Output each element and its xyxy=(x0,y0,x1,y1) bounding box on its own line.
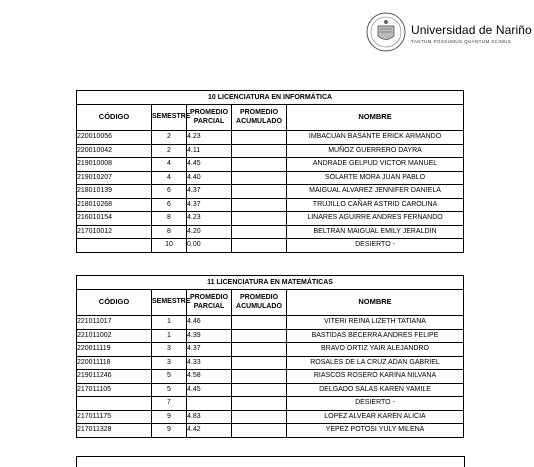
cell-nombre: BRAVO ORTIZ YAIR ALEJANDRO xyxy=(287,343,464,357)
cell-codigo: 220011119 xyxy=(77,343,152,357)
column-header-codigo: CÓDIGO xyxy=(77,290,152,316)
cell-nombre: IMBACUAN BASANTE ERICK ARMANDO xyxy=(287,131,464,145)
cell-nombre: RIASCOS ROSERO KARINA NILVANA xyxy=(287,370,464,384)
table-row xyxy=(77,239,464,253)
cell-acumulado xyxy=(232,383,287,397)
cell-codigo: 217010012 xyxy=(77,225,152,239)
cell-acumulado xyxy=(232,212,287,226)
table-title: 11 LICENCIATURA EN MATEMÁTICAS xyxy=(77,276,464,290)
cell-nombre: DESIERTO - xyxy=(287,239,464,253)
cell-parcial: 4.23 xyxy=(187,212,232,226)
table-row xyxy=(77,397,464,411)
cell-semestre: 9 xyxy=(152,410,187,424)
cell-parcial: 4.23 xyxy=(187,131,232,145)
cell-semestre: 3 xyxy=(152,343,187,357)
cell-codigo: 220010042 xyxy=(77,144,152,158)
cell-nombre: MUÑOZ GUERRERO DAYRA xyxy=(287,144,464,158)
cell-acumulado xyxy=(232,410,287,424)
cell-nombre: MAIGUAL ALVAREZ JENNIFER DANIELA xyxy=(287,185,464,199)
cell-parcial xyxy=(187,397,232,411)
cell-acumulado xyxy=(232,185,287,199)
table-row xyxy=(77,329,464,343)
table-row xyxy=(77,343,464,357)
cell-codigo xyxy=(77,239,152,253)
cell-parcial: 4.40 xyxy=(187,171,232,185)
cell-nombre: DESIERTO - xyxy=(287,397,464,411)
cell-parcial: 4.11 xyxy=(187,144,232,158)
column-header-nombre: NOMBRE xyxy=(287,105,464,131)
cell-codigo: 217011105 xyxy=(77,383,152,397)
cell-codigo: 218010139 xyxy=(77,185,152,199)
cell-nombre: BASTIDAS BECERRA ANDRES FELIPE xyxy=(287,329,464,343)
column-header-codigo: CÓDIGO xyxy=(77,105,152,131)
cell-codigo: 221011017 xyxy=(77,316,152,330)
program-table-matematicas xyxy=(76,275,464,438)
cell-acumulado xyxy=(232,343,287,357)
cell-acumulado xyxy=(232,397,287,411)
cell-parcial: 4.46 xyxy=(187,316,232,330)
cell-semestre: 5 xyxy=(152,383,187,397)
cell-codigo: 218010268 xyxy=(77,198,152,212)
cell-parcial: 0.00 xyxy=(187,239,232,253)
cell-semestre: 6 xyxy=(152,185,187,199)
cell-parcial: 4.37 xyxy=(187,198,232,212)
table-row xyxy=(77,144,464,158)
cell-parcial: 4.39 xyxy=(187,329,232,343)
table-row xyxy=(77,171,464,185)
cell-semestre: 8 xyxy=(152,212,187,226)
cell-acumulado xyxy=(232,370,287,384)
cell-parcial: 4.42 xyxy=(187,424,232,438)
cell-codigo: 219010008 xyxy=(77,158,152,172)
cell-nombre: SOLARTE MORA JUAN PABLO xyxy=(287,171,464,185)
cell-semestre: 7 xyxy=(152,397,187,411)
cell-codigo: 217011328 xyxy=(77,424,152,438)
cell-acumulado xyxy=(232,356,287,370)
table-row xyxy=(77,225,464,239)
cell-nombre: ANDRADE GELPUD VICTOR MANUEL xyxy=(287,158,464,172)
cell-parcial: 4.45 xyxy=(187,383,232,397)
cell-nombre: DELGADO SALAS KAREN YAMILE xyxy=(287,383,464,397)
cell-codigo: 219011246 xyxy=(77,370,152,384)
cell-parcial: 4.20 xyxy=(187,225,232,239)
program-table-informatica xyxy=(76,90,464,253)
cell-codigo: 220011118 xyxy=(77,356,152,370)
column-header-nombre: NOMBRE xyxy=(287,290,464,316)
cell-nombre: LINARES AGUIRRE ANDRES FERNANDO xyxy=(287,212,464,226)
cell-nombre: VITERI REINA LIZETH TATIANA xyxy=(287,316,464,330)
table-row xyxy=(77,131,464,145)
university-logo xyxy=(366,12,406,52)
cell-parcial: 4.58 xyxy=(187,370,232,384)
column-header-semestre: SEMESTRE xyxy=(152,290,187,316)
cell-semestre: 10 xyxy=(152,239,187,253)
cell-semestre: 9 xyxy=(152,424,187,438)
cell-acumulado xyxy=(232,171,287,185)
cell-semestre: 5 xyxy=(152,370,187,384)
cell-semestre: 3 xyxy=(152,356,187,370)
cell-codigo: 221011002 xyxy=(77,329,152,343)
table-row xyxy=(77,424,464,438)
cell-codigo: 217011175 xyxy=(77,410,152,424)
cell-nombre: YEPEZ POTOSI YULY MILENA xyxy=(287,424,464,438)
table-row xyxy=(77,383,464,397)
cell-semestre: 1 xyxy=(152,329,187,343)
table-row xyxy=(77,212,464,226)
cell-semestre: 6 xyxy=(152,198,187,212)
column-header-promedio-acumulado: PROMEDIO ACUMULADO xyxy=(232,105,287,131)
cell-parcial: 4.37 xyxy=(187,185,232,199)
cell-acumulado xyxy=(232,329,287,343)
cell-codigo: 220010056 xyxy=(77,131,152,145)
cell-acumulado xyxy=(232,158,287,172)
cell-acumulado xyxy=(232,424,287,438)
column-header-semestre: SEMESTRE xyxy=(152,105,187,131)
cell-acumulado xyxy=(232,144,287,158)
university-motto: TANTUM POSSUMUS QUANTUM SCIMUS xyxy=(411,39,512,44)
cell-semestre: 2 xyxy=(152,131,187,145)
cell-acumulado xyxy=(232,198,287,212)
cell-semestre: 4 xyxy=(152,158,187,172)
table-title: 10 LICENCIATURA EN INFORMÁTICA xyxy=(77,91,464,105)
table-row xyxy=(77,198,464,212)
cell-nombre: TRUJILLO CAÑAR ASTRID CAROLINA xyxy=(287,198,464,212)
cell-semestre: 4 xyxy=(152,171,187,185)
cell-nombre: ROSALES DE LA CRUZ ADAN GABRIEL xyxy=(287,356,464,370)
table-row xyxy=(77,370,464,384)
next-table-edge xyxy=(76,456,465,467)
cell-semestre: 1 xyxy=(152,316,187,330)
cell-codigo: 219010207 xyxy=(77,171,152,185)
cell-parcial: 4.83 xyxy=(187,410,232,424)
seal-icon xyxy=(366,12,406,52)
cell-parcial: 4.45 xyxy=(187,158,232,172)
column-header-promedio-parcial: PROMEDIO PARCIAL xyxy=(187,290,232,316)
cell-acumulado xyxy=(232,225,287,239)
column-header-promedio-acumulado: PROMEDIO ACUMULADO xyxy=(232,290,287,316)
cell-parcial: 4.37 xyxy=(187,343,232,357)
cell-semestre: 8 xyxy=(152,225,187,239)
column-header-promedio-parcial: PROMEDIO PARCIAL xyxy=(187,105,232,131)
cell-acumulado xyxy=(232,131,287,145)
cell-parcial: 4.33 xyxy=(187,356,232,370)
cell-codigo: 216010154 xyxy=(77,212,152,226)
cell-nombre: LOPEZ ALVEAR KAREN ALICIA xyxy=(287,410,464,424)
cell-acumulado xyxy=(232,239,287,253)
table-row xyxy=(77,410,464,424)
table-row xyxy=(77,158,464,172)
cell-codigo xyxy=(77,397,152,411)
table-row xyxy=(77,185,464,199)
cell-nombre: BELTRAN MAIGUAL EMILY JERALDIN xyxy=(287,225,464,239)
table-row xyxy=(77,356,464,370)
cell-semestre: 2 xyxy=(152,144,187,158)
cell-acumulado xyxy=(232,316,287,330)
table-row xyxy=(77,316,464,330)
university-name: Universidad de Nariño xyxy=(411,23,532,37)
